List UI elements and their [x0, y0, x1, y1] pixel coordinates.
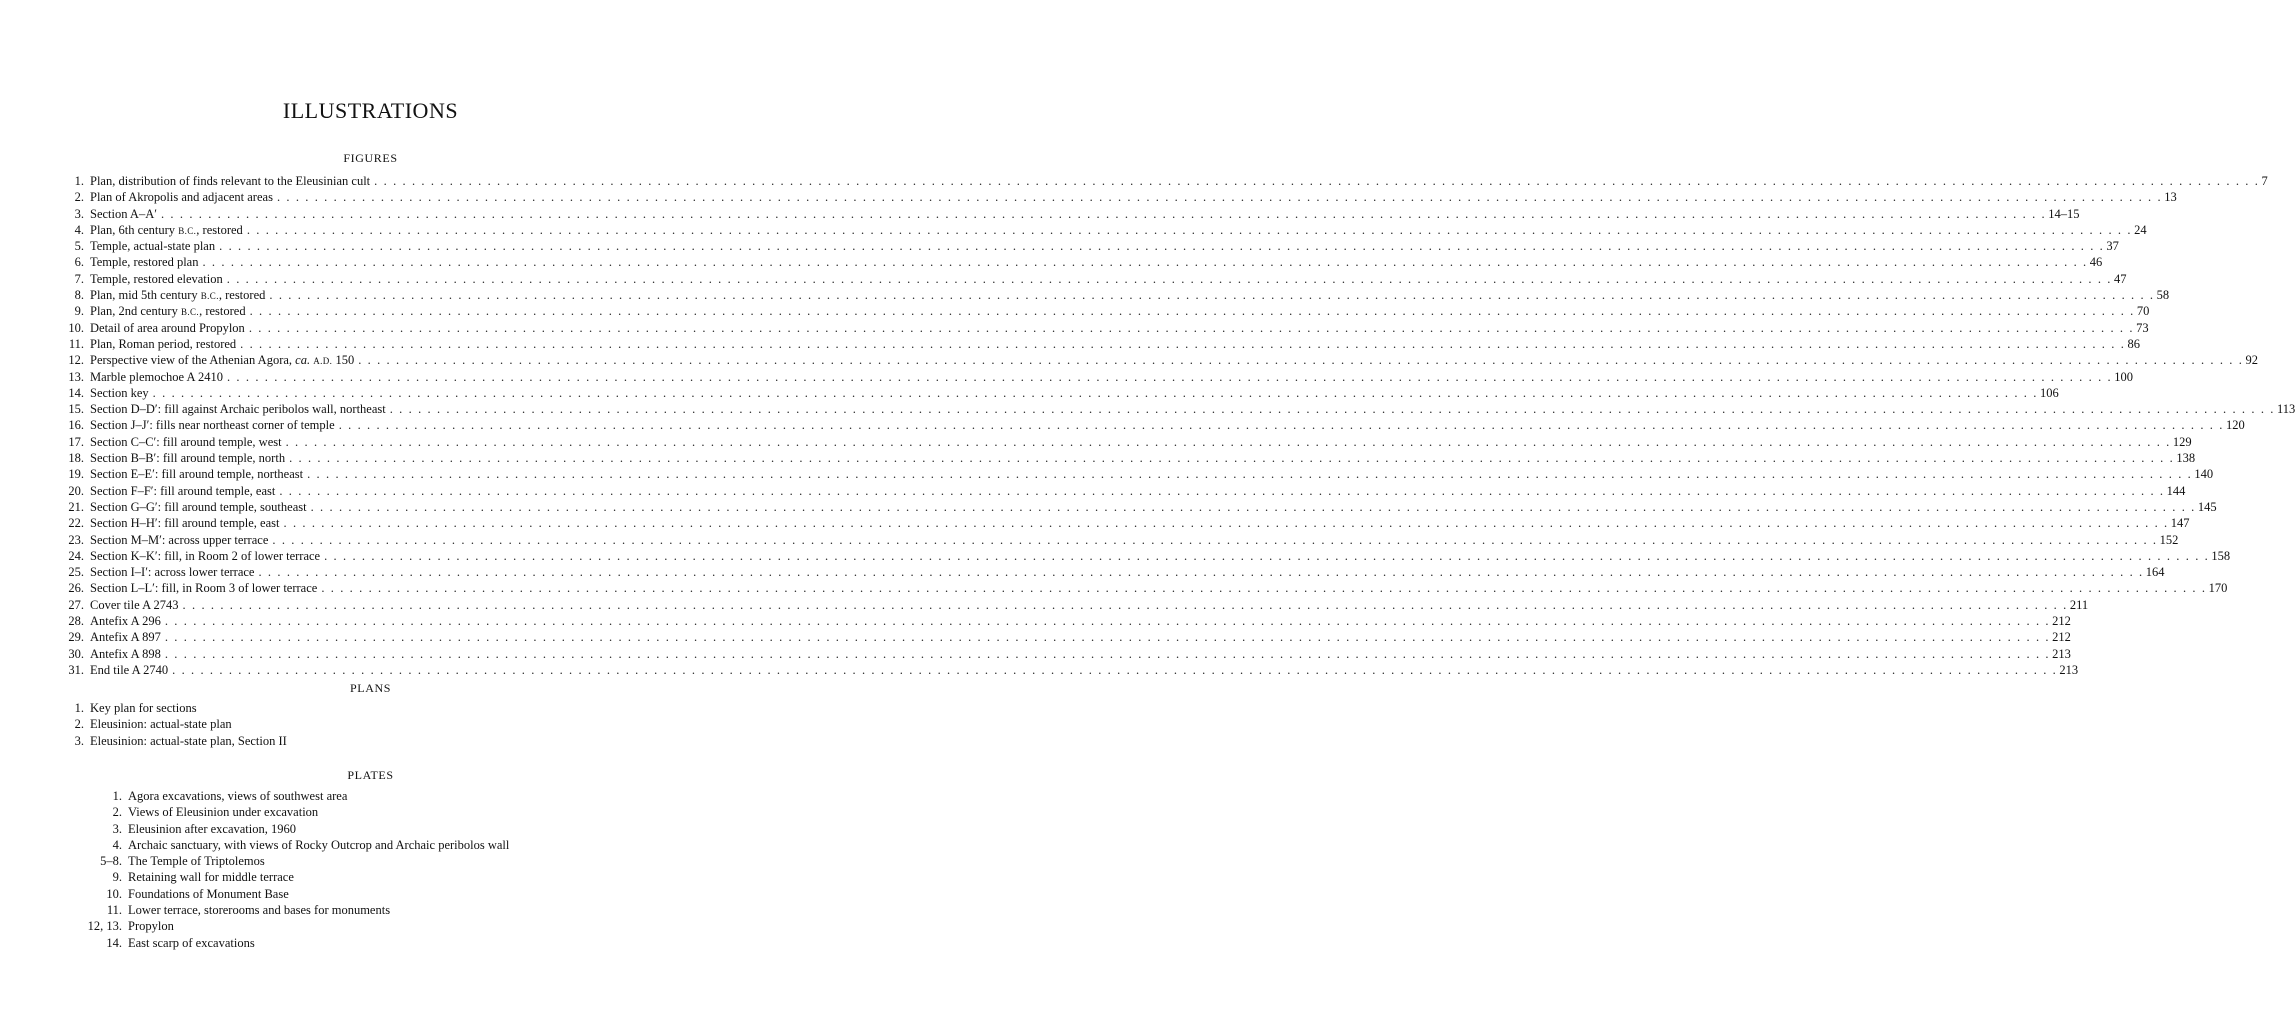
figures-list — [0, 173, 2295, 678]
figure-number: 31. — [68, 662, 84, 677]
plan-caption: Key plan for sections — [90, 701, 197, 715]
figure-number: 9. — [74, 304, 84, 319]
figure-entry — [0, 515, 2190, 531]
plate-number: 3. — [112, 821, 122, 836]
plan-number: 3. — [74, 733, 84, 748]
figure-entry-body — [90, 515, 2190, 531]
dot-leader: . . . . . . . . . . . . . . . . . . . . . . . . . . . . . . . . . . . . . . . . . . . . . . . . . . . . . . . . . . . . . . . . . . . . . . . . . . . . . . . . . . . . . . . . . . . . . . . . . . . . . . . . . . . . . . . . . . . . . . . . . . . . . . . . . . . . . . . . . . . . . . . . . . . . . . . . . . . . . . . . . . . . . . . . . . . . . . . . . . . . . . . . . . . . . . . . . . . . . . . . — [164, 614, 2051, 629]
figure-entry-body — [90, 417, 2245, 433]
plate-caption: Archaic sanctuary, with views of Rocky Outcrop and Archaic peribolos wall — [128, 837, 510, 852]
figure-number: 30. — [68, 646, 84, 661]
figure-entry-body — [90, 254, 2103, 270]
figure-page-number: 158 — [2211, 548, 2231, 563]
figure-entry — [0, 450, 2196, 466]
plate-caption: East scarp of excavations — [128, 935, 255, 950]
figure-caption-part: Plan, 2nd century — [90, 304, 181, 319]
figure-entry — [0, 532, 2179, 548]
figure-caption — [90, 385, 153, 401]
plan-caption: Eleusinion: actual-state plan — [90, 717, 232, 732]
figure-number: 3. — [74, 206, 84, 221]
figure-entry — [0, 580, 2228, 596]
figure-entry-body — [90, 646, 2071, 662]
figure-entry — [0, 385, 2059, 401]
plate-caption: Eleusinion after excavation, 1960 — [128, 821, 296, 836]
plate-number: 1. — [112, 789, 122, 803]
figure-page-number: 164 — [2145, 565, 2165, 580]
figure-caption-part: Antefix A 897 — [90, 630, 161, 645]
plate-caption: The Temple of Triptolemos — [128, 854, 265, 869]
figure-number: 29. — [68, 630, 84, 645]
figure-caption — [90, 206, 161, 222]
figure-entry-body — [90, 434, 2192, 450]
figure-entry — [0, 499, 2217, 515]
plate-number: 9. — [112, 870, 122, 885]
figure-caption-part: Perspective view of the Athenian Agora, — [90, 353, 296, 368]
dot-leader: . . . . . . . . . . . . . . . . . . . . . . . . . . . . . . . . . . . . . . . . . . . . . . . . . . . . . . . . . . . . . . . . . . . . . . . . . . . . . . . . . . . . . . . . . . . . . . . . . . . . . . . . . . . . . . . . . . . . . . . . . . . . . . . . . . . . . . . . . . . . . . . . . . . . . . . . . . . . . . . . . . . . . . . . . . . . . . . . . . . . . . . . . . . . . . . . . . . . . . . . — [338, 418, 2224, 433]
figure-caption — [90, 173, 374, 189]
plans-list — [0, 700, 741, 749]
plates-list — [0, 788, 741, 951]
figure-entry — [0, 222, 2147, 238]
figure-caption — [90, 222, 247, 239]
page-title: ILLUSTRATIONS — [282, 98, 459, 123]
figure-caption-part: Plan, Roman period, restored — [90, 336, 237, 351]
figure-entry — [0, 287, 2170, 303]
figure-caption-part: Temple, actual-state plan — [90, 239, 216, 254]
plate-entry — [0, 918, 741, 934]
plate-number: 5–8. — [100, 854, 122, 869]
dot-leader: . . . . . . . . . . . . . . . . . . . . . . . . . . . . . . . . . . . . . . . . . . . . . . . . . . . . . . . . . . . . . . . . . . . . . . . . . . . . . . . . . . . . . . . . . . . . . . . . . . . . . . . . . . . . . . . . . . . . . . . . . . . . . . . . . . . . . . . . . . . . . . . . . . . . . . . . . . . . . . . . . . . . . . . . . . . . . . . . . . . . . . . . . . . . . . . . . . . . . . . . — [226, 271, 2113, 286]
plan-entry — [0, 700, 741, 716]
plate-number: 14. — [106, 935, 122, 950]
figure-entry — [0, 352, 2258, 368]
figure-entry — [0, 629, 2071, 645]
figure-entry — [0, 173, 2268, 189]
figure-caption — [90, 450, 289, 466]
figure-page-number: 7 — [2261, 174, 2268, 188]
figure-caption-part: Section J–J′: fills near northeast corner of temple — [90, 418, 335, 433]
dot-leader: . . . . . . . . . . . . . . . . . . . . . . . . . . . . . . . . . . . . . . . . . . . . . . . . . . . . . . . . . . . . . . . . . . . . . . . . . . . . . . . . . . . . . . . . . . . . . . . . . . . . . . . . . . . . . . . . . . . . . . . . . . . . . . . . . . . . . . . . . . . . . . . . . . . . . . . . . . . . . . . . . . . . . . . . . . . . . . . . . . . . . . . . . . . . . . . . . . . . . . . . — [321, 581, 2207, 596]
figure-caption-part: Section K–K′: fill, in Room 2 of lower terrace — [90, 548, 321, 563]
figure-entry-body — [90, 401, 2295, 417]
figure-page-number: 213 — [2059, 662, 2079, 677]
figure-caption — [90, 662, 172, 678]
plan-number: 1. — [74, 701, 84, 715]
plate-caption: Agora excavations, views of southwest area — [128, 789, 348, 803]
figure-caption — [90, 417, 339, 433]
figure-entry — [0, 238, 2119, 254]
figure-page-number: 46 — [2089, 255, 2103, 270]
figure-caption-part: Cover tile A 2743 — [90, 597, 179, 612]
dot-leader: . . . . . . . . . . . . . . . . . . . . . . . . . . . . . . . . . . . . . . . . . . . . . . . . . . . . . . . . . . . . . . . . . . . . . . . . . . . . . . . . . . . . . . . . . . . . . . . . . . . . . . . . . . . . . . . . . . . . . . . . . . . . . . . . . . . . . . . . . . . . . . . . . . . . . . . . . . . . . . . . . . . . . . . . . . . . . . . . . . . . . . . . . . . . . . . . . . . . . . . . — [389, 402, 2276, 417]
figure-page-number: 37 — [2106, 239, 2119, 254]
figure-caption — [90, 564, 258, 580]
figure-entry — [0, 646, 2071, 662]
figure-caption — [90, 434, 286, 450]
figure-caption-part: , restored — [196, 222, 243, 237]
dot-leader: . . . . . . . . . . . . . . . . . . . . . . . . . . . . . . . . . . . . . . . . . . . . . . . . . . . . . . . . . . . . . . . . . . . . . . . . . . . . . . . . . . . . . . . . . . . . . . . . . . . . . . . . . . . . . . . . . . . . . . . . . . . . . . . . . . . . . . . . . . . . . . . . . . . . . . . . . . . . . . . . . . . . . . . . . . . . . . . . . . . . . . . . . . . . . . . . . . . . . . . . — [172, 662, 2058, 677]
figure-page-number: 212 — [2052, 614, 2071, 629]
figure-entry — [0, 369, 2133, 385]
figure-caption — [90, 238, 219, 254]
figure-caption-part: Section E–E′: fill around temple, northeast — [90, 467, 304, 482]
figure-caption — [90, 271, 227, 287]
figure-caption-part: Temple, restored plan — [90, 255, 199, 270]
figure-entry-body — [90, 287, 2170, 304]
figure-caption — [90, 515, 284, 531]
figure-entry — [0, 483, 2186, 499]
figure-number: 27. — [68, 597, 84, 612]
figure-entry-body — [90, 613, 2071, 629]
plate-entry — [0, 902, 741, 918]
figure-caption — [90, 499, 311, 515]
figure-page-number: 58 — [2156, 288, 2170, 303]
figure-caption-part: Plan of Akropolis and adjacent areas — [90, 190, 273, 205]
figure-number: 16. — [68, 418, 84, 433]
figure-caption — [90, 532, 272, 548]
figure-page-number: 211 — [2069, 597, 2089, 612]
figure-entry-body — [90, 483, 2186, 499]
figure-entry-body — [90, 336, 2140, 352]
figure-caption-part: Plan, 6th century — [90, 222, 179, 237]
dot-leader: . . . . . . . . . . . . . . . . . . . . . . . . . . . . . . . . . . . . . . . . . . . . . . . . . . . . . . . . . . . . . . . . . . . . . . . . . . . . . . . . . . . . . . . . . . . . . . . . . . . . . . . . . . . . . . . . . . . . . . . . . . . . . . . . . . . . . . . . . . . . . . . . . . . . . . . . . . . . . . . . . . . . . . . . . . . . . . . . . . . . . . . . . . . . . . . . . . . . . . . . — [276, 190, 2163, 205]
plates-heading: PLATES — [347, 768, 394, 782]
figure-number: 4. — [74, 222, 84, 237]
figure-entry-body — [90, 564, 2165, 580]
figure-entry-body — [90, 662, 2079, 678]
figure-page-number: 144 — [2166, 483, 2186, 498]
figure-caption-part: Plan, mid 5th century — [90, 288, 201, 303]
figure-caption-part: Section B–B′: fill around temple, north — [90, 451, 286, 466]
figure-entry-body — [90, 629, 2071, 645]
plate-caption: Retaining wall for middle terrace — [128, 870, 294, 885]
figure-entry — [0, 320, 2149, 336]
figure-caption-part: A.D. — [313, 356, 333, 367]
plate-entry — [0, 821, 741, 837]
dot-leader: . . . . . . . . . . . . . . . . . . . . . . . . . . . . . . . . . . . . . . . . . . . . . . . . . . . . . . . . . . . . . . . . . . . . . . . . . . . . . . . . . . . . . . . . . . . . . . . . . . . . . . . . . . . . . . . . . . . . . . . . . . . . . . . . . . . . . . . . . . . . . . . . . . . . . . . . . . . . . . . . . . . . . . . . . . . . . . . . . . . . . . . . . . . . . . . . . . . . . . . . — [269, 288, 2155, 303]
figure-entry — [0, 466, 2214, 482]
figure-page-number: 140 — [2194, 467, 2214, 482]
figure-page-number: 212 — [2052, 630, 2071, 645]
figure-number: 5. — [74, 239, 84, 254]
figure-entry-body — [90, 222, 2147, 239]
plan-caption: Eleusinion: actual-state plan, Section II — [90, 733, 287, 748]
figure-entry — [0, 434, 2192, 450]
figure-page-number: 152 — [2159, 532, 2179, 547]
dot-leader: . . . . . . . . . . . . . . . . . . . . . . . . . . . . . . . . . . . . . . . . . . . . . . . . . . . . . . . . . . . . . . . . . . . . . . . . . . . . . . . . . . . . . . . . . . . . . . . . . . . . . . . . . . . . . . . . . . . . . . . . . . . . . . . . . . . . . . . . . . . . . . . . . . . . . . . . . . . . . . . . . . . . . . . . . . . . . . . . . . . . . . . . . . . . . . . . . . . . . . . . — [358, 353, 2244, 368]
plate-entry — [0, 804, 741, 820]
figure-caption — [90, 189, 277, 205]
plate-caption: Views of Eleusinion under excavation — [128, 805, 319, 820]
plate-entry — [0, 935, 741, 951]
dot-leader: . . . . . . . . . . . . . . . . . . . . . . . . . . . . . . . . . . . . . . . . . . . . . . . . . . . . . . . . . . . . . . . . . . . . . . . . . . . . . . . . . . . . . . . . . . . . . . . . . . . . . . . . . . . . . . . . . . . . . . . . . . . . . . . . . . . . . . . . . . . . . . . . . . . . . . . . . . . . . . . . . . . . . . . . . . . . . . . . . . . . . . . . . . . . . . . . . . . . . . . . — [285, 434, 2171, 449]
plate-number: 10. — [106, 886, 122, 901]
figure-entry-body — [90, 597, 2089, 613]
figure-page-number: 170 — [2208, 581, 2228, 596]
figure-number: 23. — [68, 532, 84, 547]
figure-caption-part: Plan, distribution of finds relevant to the Eleusinian cult — [90, 174, 371, 188]
figure-entry-body — [90, 450, 2196, 466]
figure-entry — [0, 271, 2127, 287]
plan-number: 2. — [74, 717, 84, 732]
figure-caption-part: Section I–I′: across lower terrace — [90, 565, 255, 580]
figure-number: 18. — [68, 451, 84, 466]
figure-entry-body — [90, 238, 2119, 254]
figure-page-number: 100 — [2114, 369, 2133, 384]
figure-number: 10. — [68, 320, 84, 335]
figure-caption-part: Section L–L′: fill, in Room 3 of lower terrace — [90, 581, 318, 596]
dot-leader: . . . . . . . . . . . . . . . . . . . . . . . . . . . . . . . . . . . . . . . . . . . . . . . . . . . . . . . . . . . . . . . . . . . . . . . . . . . . . . . . . . . . . . . . . . . . . . . . . . . . . . . . . . . . . . . . . . . . . . . . . . . . . . . . . . . . . . . . . . . . . . . . . . . . . . . . . . . . . . . . . . . . . . . . . . . . . . . . . . . . . . . . . . . . . . . . . . . . . . . . — [324, 548, 2210, 563]
figure-number: 24. — [68, 548, 84, 563]
figure-caption — [90, 613, 165, 629]
figure-number: 20. — [68, 483, 84, 498]
figure-page-number: 120 — [2225, 418, 2245, 433]
figure-number: 15. — [68, 402, 84, 417]
figure-caption — [90, 303, 250, 320]
dot-leader: . . . . . . . . . . . . . . . . . . . . . . . . . . . . . . . . . . . . . . . . . . . . . . . . . . . . . . . . . . . . . . . . . . . . . . . . . . . . . . . . . . . . . . . . . . . . . . . . . . . . . . . . . . . . . . . . . . . . . . . . . . . . . . . . . . . . . . . . . . . . . . . . . . . . . . . . . . . . . . . . . . . . . . . . . . . . . . . . . . . . . . . . . . . . . . . . . . . . . . . . — [164, 630, 2051, 645]
figure-page-number: 24 — [2134, 222, 2147, 237]
plate-entry — [0, 837, 741, 853]
figure-entry-body — [90, 499, 2217, 515]
figure-caption-part: , restored — [218, 288, 266, 303]
plate-number: 12, 13. — [87, 919, 122, 934]
figure-entry-body — [90, 320, 2149, 336]
figure-entry — [0, 303, 2150, 319]
figure-caption-part: B.C. — [180, 307, 200, 318]
figure-entry — [0, 613, 2071, 629]
figure-caption-part: Section F–F′: fill around temple, east — [90, 483, 276, 498]
dot-leader: . . . . . . . . . . . . . . . . . . . . . . . . . . . . . . . . . . . . . . . . . . . . . . . . . . . . . . . . . . . . . . . . . . . . . . . . . . . . . . . . . . . . . . . . . . . . . . . . . . . . . . . . . . . . . . . . . . . . . . . . . . . . . . . . . . . . . . . . . . . . . . . . . . . . . . . . . . . . . . . . . . . . . . . . . . . . . . . . . . . . . . . . . . . . . . . . . . . . . . . . — [160, 206, 2047, 221]
plate-number: 2. — [112, 805, 122, 820]
figure-page-number: 92 — [2245, 353, 2258, 368]
figure-entry-body — [90, 352, 2258, 369]
figure-number: 8. — [74, 288, 84, 303]
dot-leader: . . . . . . . . . . . . . . . . . . . . . . . . . . . . . . . . . . . . . . . . . . . . . . . . . . . . . . . . . . . . . . . . . . . . . . . . . . . . . . . . . . . . . . . . . . . . . . . . . . . . . . . . . . . . . . . . . . . . . . . . . . . . . . . . . . . . . . . . . . . . . . . . . . . . . . . . . . . . . . . . . . . . . . . . . . . . . . . . . . . . . . . . . . . . . . . . . . . . . . . . — [283, 516, 2169, 531]
figure-number: 25. — [68, 565, 84, 580]
figure-entry — [0, 662, 2079, 678]
figure-caption-part: 150 — [332, 353, 355, 368]
plate-caption: Foundations of Monument Base — [128, 886, 289, 901]
figure-entry-body — [90, 532, 2179, 548]
dot-leader: . . . . . . . . . . . . . . . . . . . . . . . . . . . . . . . . . . . . . . . . . . . . . . . . . . . . . . . . . . . . . . . . . . . . . . . . . . . . . . . . . . . . . . . . . . . . . . . . . . . . . . . . . . . . . . . . . . . . . . . . . . . . . . . . . . . . . . . . . . . . . . . . . . . . . . . . . . . . . . . . . . . . . . . . . . . . . . . . . . . . . . . . . . . . . . . . . . . . . . . . — [246, 222, 2133, 237]
figure-caption — [90, 466, 307, 482]
figure-number: 6. — [74, 255, 84, 270]
figure-number: 17. — [68, 434, 84, 449]
figure-caption-part: Section G–G′: fill around temple, southeast — [90, 499, 307, 514]
figure-caption — [90, 320, 249, 336]
plate-entry — [0, 869, 741, 885]
figure-caption-part: Antefix A 898 — [90, 646, 161, 661]
figure-number: 26. — [68, 581, 84, 596]
figure-number: 19. — [68, 467, 84, 482]
plate-caption: Lower terrace, storerooms and bases for monuments — [128, 903, 391, 918]
figure-entry — [0, 206, 2080, 222]
figure-entry — [0, 254, 2103, 270]
figure-caption-part: Temple, restored elevation — [90, 271, 223, 286]
figure-caption-part: End tile A 2740 — [90, 662, 169, 677]
dot-leader: . . . . . . . . . . . . . . . . . . . . . . . . . . . . . . . . . . . . . . . . . . . . . . . . . . . . . . . . . . . . . . . . . . . . . . . . . . . . . . . . . . . . . . . . . . . . . . . . . . . . . . . . . . . . . . . . . . . . . . . . . . . . . . . . . . . . . . . . . . . . . . . . . . . . . . . . . . . . . . . . . . . . . . . . . . . . . . . . . . . . . . . . . . . . . . . . . . . . . . . . — [219, 239, 2105, 254]
figure-caption — [90, 336, 240, 352]
figure-page-number: 145 — [2197, 499, 2217, 514]
figure-page-number: 70 — [2136, 304, 2150, 319]
figure-page-number: 86 — [2127, 336, 2140, 351]
figure-number: 13. — [68, 369, 84, 384]
dot-leader: . . . . . . . . . . . . . . . . . . . . . . . . . . . . . . . . . . . . . . . . . . . . . . . . . . . . . . . . . . . . . . . . . . . . . . . . . . . . . . . . . . . . . . . . . . . . . . . . . . . . . . . . . . . . . . . . . . . . . . . . . . . . . . . . . . . . . . . . . . . . . . . . . . . . . . . . . . . . . . . . . . . . . . . . . . . . . . . . . . . . . . . . . . . . . . . . . . . . . . . . — [202, 255, 2088, 270]
figure-page-number: 73 — [2136, 320, 2149, 335]
figure-caption — [90, 548, 324, 564]
figure-caption-part: ca. — [295, 353, 311, 368]
figure-number: 14. — [68, 385, 84, 400]
figures-heading: FIGURES — [343, 151, 398, 165]
figure-entry — [0, 548, 2231, 564]
figure-entry-body — [90, 271, 2127, 287]
figure-page-number: 106 — [2039, 385, 2059, 400]
figure-page-number: 47 — [2114, 271, 2127, 286]
plate-entry — [0, 788, 741, 804]
figure-number: 21. — [68, 499, 84, 514]
figure-page-number: 113 — [2277, 402, 2295, 417]
figure-entry-body — [90, 466, 2214, 482]
figure-caption-part: Marble plemochoe A 2410 — [90, 369, 223, 384]
dot-leader: . . . . . . . . . . . . . . . . . . . . . . . . . . . . . . . . . . . . . . . . . . . . . . . . . . . . . . . . . . . . . . . . . . . . . . . . . . . . . . . . . . . . . . . . . . . . . . . . . . . . . . . . . . . . . . . . . . . . . . . . . . . . . . . . . . . . . . . . . . . . . . . . . . . . . . . . . . . . . . . . . . . . . . . . . . . . . . . . . . . . . . . . . . . . . . . . . . . . . . . . — [289, 451, 2175, 466]
plate-entry — [0, 853, 741, 869]
figure-entry — [0, 401, 2295, 417]
figure-number: 11. — [68, 336, 84, 351]
dot-leader: . . . . . . . . . . . . . . . . . . . . . . . . . . . . . . . . . . . . . . . . . . . . . . . . . . . . . . . . . . . . . . . . . . . . . . . . . . . . . . . . . . . . . . . . . . . . . . . . . . . . . . . . . . . . . . . . . . . . . . . . . . . . . . . . . . . . . . . . . . . . . . . . . . . . . . . . . . . . . . . . . . . . . . . . . . . . . . . . . . . . . . . . . . . . . . . . . . . . . . . . — [307, 467, 2193, 482]
figure-entry-body — [90, 189, 2177, 205]
plate-entry — [0, 886, 741, 902]
figure-caption — [90, 352, 358, 369]
figure-entry-body — [90, 548, 2231, 564]
plan-entry — [0, 716, 741, 732]
dot-leader: . . . . . . . . . . . . . . . . . . . . . . . . . . . . . . . . . . . . . . . . . . . . . . . . . . . . . . . . . . . . . . . . . . . . . . . . . . . . . . . . . . . . . . . . . . . . . . . . . . . . . . . . . . . . . . . . . . . . . . . . . . . . . . . . . . . . . . . . . . . . . . . . . . . . . . . . . . . . . . . . . . . . . . . . . . . . . . . . . . . . . . . . . . . . . . . . . . . . . . . . — [272, 532, 2158, 547]
figure-number: 22. — [68, 516, 84, 531]
dot-leader: . . . . . . . . . . . . . . . . . . . . . . . . . . . . . . . . . . . . . . . . . . . . . . . . . . . . . . . . . . . . . . . . . . . . . . . . . . . . . . . . . . . . . . . . . . . . . . . . . . . . . . . . . . . . . . . . . . . . . . . . . . . . . . . . . . . . . . . . . . . . . . . . . . . . . . . . . . . . . . . . . . . . . . . . . . . . . . . . . . . . . . . . . . . . . . . . . . . . . . . . — [226, 369, 2113, 384]
figure-caption-part: Section A–A′ — [90, 206, 157, 221]
figure-entry-body — [90, 385, 2059, 401]
plans-heading: PLANS — [349, 681, 391, 695]
figure-caption — [90, 369, 227, 385]
dot-leader: . . . . . . . . . . . . . . . . . . . . . . . . . . . . . . . . . . . . . . . . . . . . . . . . . . . . . . . . . . . . . . . . . . . . . . . . . . . . . . . . . . . . . . . . . . . . . . . . . . . . . . . . . . . . . . . . . . . . . . . . . . . . . . . . . . . . . . . . . . . . . . . . . . . . . . . . . . . . . . . . . . . . . . . . . . . . . . . . . . . . . . . . . . . . . . . . . . . . . . . . — [258, 565, 2144, 580]
figure-page-number: 129 — [2172, 434, 2192, 449]
plan-entry — [0, 733, 741, 749]
figure-caption — [90, 646, 165, 662]
figure-entry-body — [90, 206, 2080, 222]
dot-leader: . . . . . . . . . . . . . . . . . . . . . . . . . . . . . . . . . . . . . . . . . . . . . . . . . . . . . . . . . . . . . . . . . . . . . . . . . . . . . . . . . . . . . . . . . . . . . . . . . . . . . . . . . . . . . . . . . . . . . . . . . . . . . . . . . . . . . . . . . . . . . . . . . . . . . . . . . . . . . . . . . . . . . . . . . . . . . . . . . . . . . . . . . . . . . . . . . . . . . . . . — [248, 320, 2135, 335]
figure-caption-part: B.C. — [178, 225, 197, 236]
figure-caption — [90, 287, 269, 304]
figure-entry — [0, 564, 2165, 580]
figure-entry — [0, 597, 2089, 613]
figure-caption — [90, 629, 165, 645]
figure-caption-part: Antefix A 296 — [90, 614, 161, 629]
plate-number: 4. — [112, 837, 122, 852]
figure-entry-body — [90, 303, 2150, 320]
figure-number: 2. — [74, 190, 84, 205]
figure-caption-part: , restored — [199, 304, 246, 319]
figure-page-number: 213 — [2052, 646, 2071, 661]
figure-entry-body — [90, 369, 2133, 385]
figure-caption-part: Section H–H′: fill around temple, east — [90, 516, 280, 531]
figure-caption — [90, 254, 202, 270]
figure-caption — [90, 401, 390, 417]
figure-caption-part: Section D–D′: fill against Archaic peribolos wall, northeast — [90, 402, 386, 417]
dot-leader: . . . . . . . . . . . . . . . . . . . . . . . . . . . . . . . . . . . . . . . . . . . . . . . . . . . . . . . . . . . . . . . . . . . . . . . . . . . . . . . . . . . . . . . . . . . . . . . . . . . . . . . . . . . . . . . . . . . . . . . . . . . . . . . . . . . . . . . . . . . . . . . . . . . . . . . . . . . . . . . . . . . . . . . . . . . . . . . . . . . . . . . . . . . . . . . . . . . . . . . . — [240, 336, 2126, 351]
figure-entry — [0, 189, 2177, 205]
figure-caption-part: Section key — [90, 385, 149, 400]
dot-leader: . . . . . . . . . . . . . . . . . . . . . . . . . . . . . . . . . . . . . . . . . . . . . . . . . . . . . . . . . . . . . . . . . . . . . . . . . . . . . . . . . . . . . . . . . . . . . . . . . . . . . . . . . . . . . . . . . . . . . . . . . . . . . . . . . . . . . . . . . . . . . . . . . . . . . . . . . . . . . . . . . . . . . . . . . . . . . . . . . . . . . . . . . . . . . . . . . . . . . . . . — [182, 597, 2068, 612]
figure-number: 1. — [74, 174, 84, 188]
figure-caption — [90, 483, 279, 499]
dot-leader: . . . . . . . . . . . . . . . . . . . . . . . . . . . . . . . . . . . . . . . . . . . . . . . . . . . . . . . . . . . . . . . . . . . . . . . . . . . . . . . . . . . . . . . . . . . . . . . . . . . . . . . . . . . . . . . . . . . . . . . . . . . . . . . . . . . . . . . . . . . . . . . . . . . . . . . . . . . . . . . . . . . . . . . . . . . . . . . . . . . . . . . . . . . . . . . . . . . . . . . . — [164, 646, 2051, 661]
dot-leader: . . . . . . . . . . . . . . . . . . . . . . . . . . . . . . . . . . . . . . . . . . . . . . . . . . . . . . . . . . . . . . . . . . . . . . . . . . . . . . . . . . . . . . . . . . . . . . . . . . . . . . . . . . . . . . . . . . . . . . . . . . . . . . . . . . . . . . . . . . . . . . . . . . . . . . . . . . . . . . . . . . . . . . . . . . . . . . . . . . . . . . . . . . . . . . . . . . . . . . . . — [279, 483, 2165, 498]
figure-entry — [0, 417, 2245, 433]
figure-page-number: 147 — [2170, 516, 2190, 531]
dot-leader: . . . . . . . . . . . . . . . . . . . . . . . . . . . . . . . . . . . . . . . . . . . . . . . . . . . . . . . . . . . . . . . . . . . . . . . . . . . . . . . . . . . . . . . . . . . . . . . . . . . . . . . . . . . . . . . . . . . . . . . . . . . . . . . . . . . . . . . . . . . . . . . . . . . . . . . . . . . . . . . . . . . . . . . . . . . . . . . . . . . . . . . . . . . . . . . . . . . . . . . . — [152, 385, 2038, 400]
dot-leader: . . . . . . . . . . . . . . . . . . . . . . . . . . . . . . . . . . . . . . . . . . . . . . . . . . . . . . . . . . . . . . . . . . . . . . . . . . . . . . . . . . . . . . . . . . . . . . . . . . . . . . . . . . . . . . . . . . . . . . . . . . . . . . . . . . . . . . . . . . . . . . . . . . . . . . . . . . . . . . . . . . . . . . . . . . . . . . . . . . . . . . . . . . . . . . . . . . . . . . . . — [310, 499, 2196, 514]
figure-number: 28. — [68, 614, 84, 629]
figure-caption-part: Section C–C′: fill around temple, west — [90, 434, 282, 449]
figure-caption — [90, 580, 321, 596]
figure-page-number: 138 — [2176, 451, 2196, 466]
plate-caption: Propylon — [128, 919, 174, 934]
figure-caption-part: Section M–M′: across upper terrace — [90, 532, 269, 547]
plate-number: 11. — [106, 903, 122, 918]
figure-number: 7. — [74, 271, 84, 286]
figure-number: 12. — [68, 353, 84, 368]
figure-entry-body — [90, 173, 2268, 189]
figure-caption-part: Detail of area around Propylon — [90, 320, 245, 335]
figure-page-number: 14–15 — [2048, 206, 2080, 221]
figure-page-number: 13 — [2164, 190, 2177, 205]
figure-entry-body — [90, 580, 2228, 596]
dot-leader: . . . . . . . . . . . . . . . . . . . . . . . . . . . . . . . . . . . . . . . . . . . . . . . . . . . . . . . . . . . . . . . . . . . . . . . . . . . . . . . . . . . . . . . . . . . . . . . . . . . . . . . . . . . . . . . . . . . . . . . . . . . . . . . . . . . . . . . . . . . . . . . . . . . . . . . . . . . . . . . . . . . . . . . . . . . . . . . . . . . . . . . . . . . . . . . . . . . . . . . . — [249, 304, 2135, 319]
figure-caption — [90, 597, 183, 613]
figure-caption-part: B.C. — [200, 291, 219, 302]
figure-entry — [0, 336, 2140, 352]
dot-leader: . . . . . . . . . . . . . . . . . . . . . . . . . . . . . . . . . . . . . . . . . . . . . . . . . . . . . . . . . . . . . . . . . . . . . . . . . . . . . . . . . . . . . . . . . . . . . . . . . . . . . . . . . . . . . . . . . . . . . . . . . . . . . . . . . . . . . . . . . . . . . . . . . . . . . . . . . . . . . . . . . . . . . . . . . . . . . . . . . . . . . . . . . . . . . . . . . . . . . . . . — [374, 174, 2260, 188]
